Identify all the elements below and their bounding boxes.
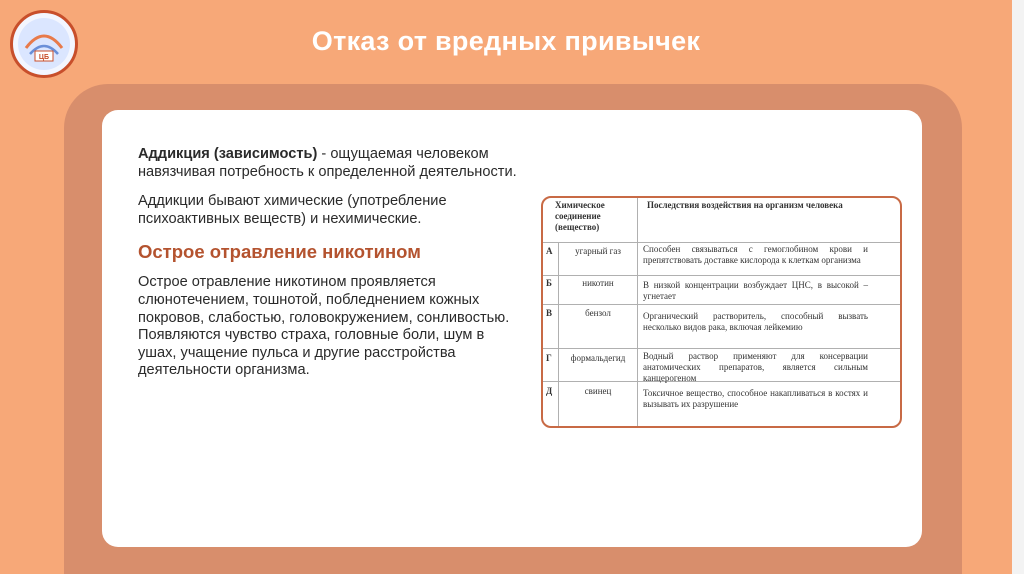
definition-term: Аддикция (зависимость)	[138, 146, 318, 162]
table-header-substance: Химическое соединение (вещество)	[555, 200, 605, 232]
page-title: Отказ от вредных привычек	[311, 26, 701, 56]
row-letter: Д	[546, 386, 553, 396]
row-letter: Г	[546, 353, 552, 363]
row-effect: Способен связываться с гемоглобином крови и препятствовать доставке кислорода к клеткам организма	[643, 244, 868, 265]
row-effect: Органический растворитель, способный вызвать несколько видов рака, включая лейкемию	[643, 311, 868, 332]
row-substance: бензол	[585, 308, 611, 318]
row-substance: свинец	[584, 386, 612, 396]
definition-paragraph	[138, 146, 518, 181]
table-row-line	[543, 348, 902, 349]
row-letter: Б	[546, 278, 552, 288]
row-substance: никотин	[582, 278, 614, 288]
row-substance: формальдегид	[570, 353, 626, 363]
body-paragraph: Острое отравление никотином проявляется слюнотечением, тошнотой, побледнением кожных покровов, слабостью, головокружением, сонливостью. Появляются чувство страха, головные боли, шум в ушах, учащение пульса и другие расстройства деятельности организма.	[138, 274, 510, 379]
row-effect: В низкой концентрации возбуждает ЦНС, в высокой – угнетает	[643, 280, 868, 301]
substances-table	[541, 196, 902, 428]
row-effect: Токсичное вещество, способное накапливаться в костях и вызывать их разрушение	[643, 388, 868, 409]
row-letter: В	[546, 308, 553, 318]
definition-text: - ощущаемая человеком навязчивая потребность к определенной деятельности.	[138, 146, 517, 180]
table-row-line	[543, 304, 902, 305]
right-edge-strip	[1012, 0, 1024, 574]
row-effect: Водный раствор применяют для консервации анатомических препаратов, является сильным канцерогеном	[643, 351, 868, 383]
table-header-effect: Последствия воздействия на организм человека	[647, 200, 843, 210]
row-substance: угарный газ	[575, 246, 621, 256]
types-paragraph: Аддикции бывают химические (употребление психоактивных веществ) и нехимические.	[138, 193, 447, 227]
row-letter: А	[546, 246, 553, 256]
logo-text: ЦБ	[38, 54, 50, 61]
table-col-line	[558, 242, 559, 428]
table-row-line	[543, 242, 902, 243]
table-row-line	[543, 275, 902, 276]
section-subheading: Острое отравление никотином	[138, 241, 421, 263]
text-column	[138, 146, 518, 380]
table-col-line	[637, 198, 638, 428]
